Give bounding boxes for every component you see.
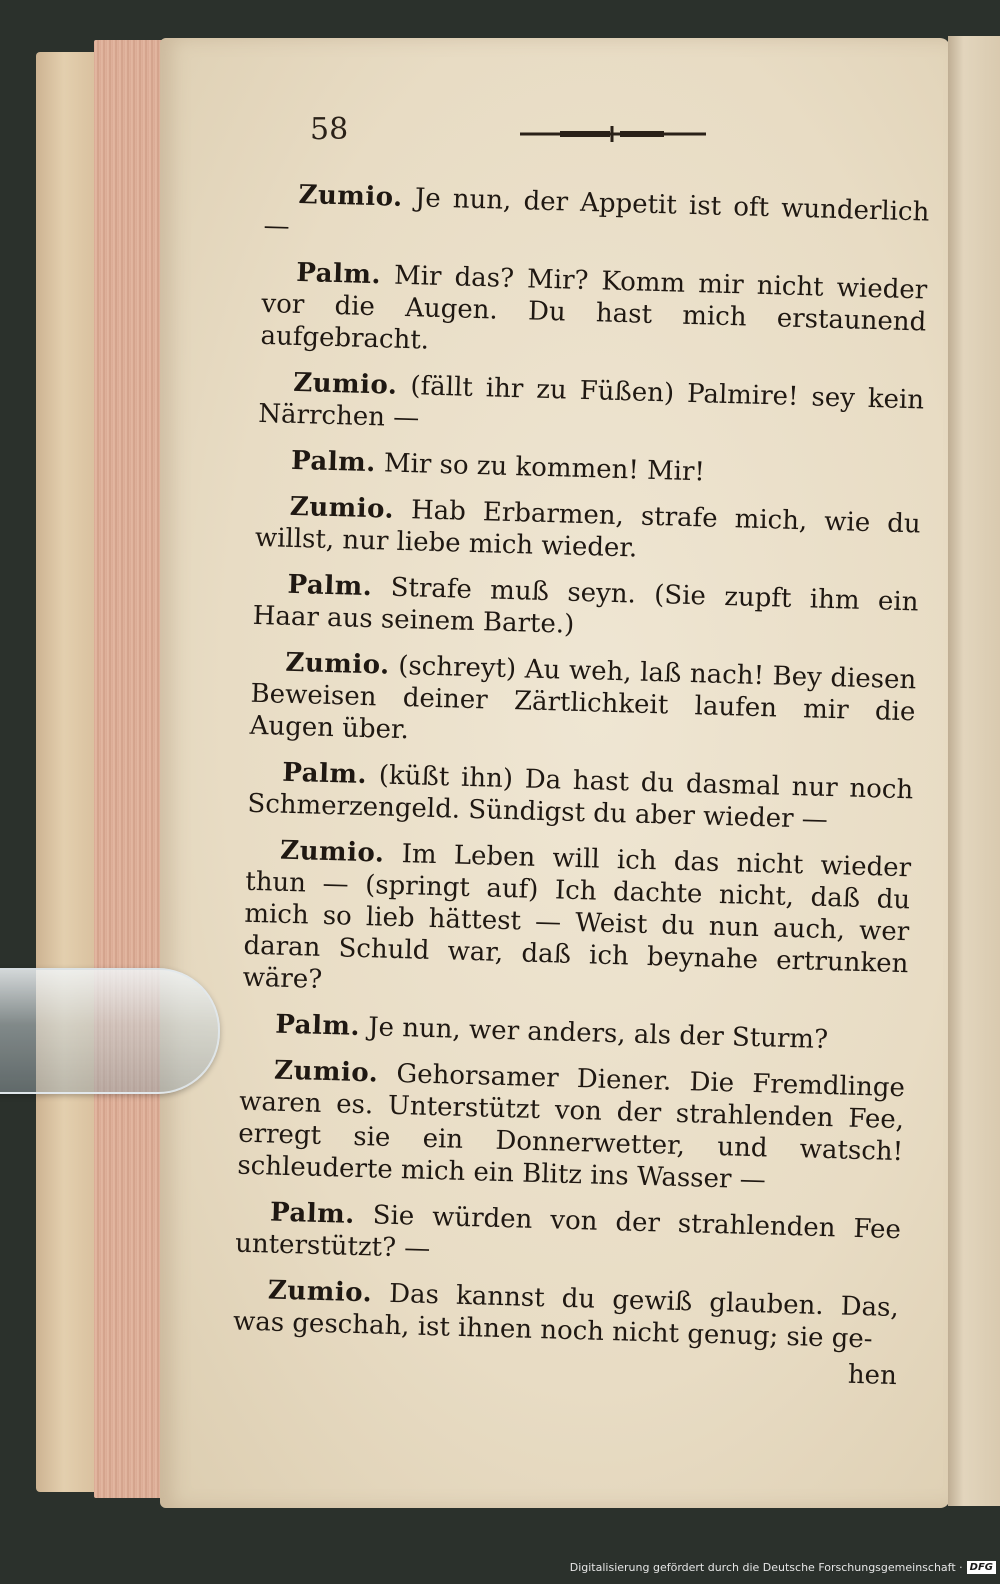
dialogue-paragraph xyxy=(255,490,922,573)
dialogue-paragraph xyxy=(241,1008,907,1059)
dialogue-paragraph xyxy=(258,366,925,449)
speaker-name: Palm. xyxy=(287,569,373,603)
dialogue-text: Strafe muß seyn. (Sie zupft ihm ein Haar aus seinem Barte.) xyxy=(252,572,919,640)
footer-credit xyxy=(0,1554,996,1580)
dialogue-text: Je nun, wer anders, als der Sturm? xyxy=(367,1012,829,1056)
dialogue-paragraph xyxy=(237,1054,905,1201)
page-number: 58 xyxy=(310,112,349,147)
dialogue-text: Im Leben will ich das nicht wieder thun — (springt auf) Ich dachte nicht, daß du mich so lieb hättest — Weist du nun auch, wer daran Schuld war, daß ich beynahe ertrunken wäre? xyxy=(242,839,912,995)
speaker-name: Palm. xyxy=(274,1009,361,1042)
speaker-name: Zumio. xyxy=(273,1055,379,1089)
dialogue-text: Das kannst du gewiß glauben. Das, was geschah, ist ihnen noch nicht genug; sie ge- xyxy=(232,1278,900,1355)
speaker-name: Zumio. xyxy=(285,647,391,681)
dfg-logo: DFG xyxy=(967,1561,996,1574)
dialogue-text: Sie würden von der strahlenden Fee unterstützt? — xyxy=(234,1200,902,1265)
speaker-name: Palm. xyxy=(281,757,368,791)
dialogue-paragraph xyxy=(260,256,927,371)
dialogue-text: (küßt ihn) Da hast du dasmal nur noch Schmerzengeld. Sündigst du aber wieder — xyxy=(247,760,914,835)
page-slider-handle[interactable] xyxy=(0,968,220,1094)
dialogue-text: (schreyt) Au weh, laß nach! Bey diesen Beweisen deiner Zärtlichkeit laufen mir die Augen über. xyxy=(249,650,917,746)
page-edge xyxy=(94,40,168,1498)
dialogue-text: (fällt ihr zu Füßen) Palmire! sey kein Närrchen — xyxy=(257,371,925,434)
speaker-name: Palm. xyxy=(290,445,377,479)
speaker-name: Zumio. xyxy=(298,179,404,213)
dialogue-paragraph xyxy=(235,1196,902,1279)
speaker-name: Zumio. xyxy=(289,491,395,525)
page-text xyxy=(232,178,930,1392)
divider-ornament-icon xyxy=(520,124,706,144)
dialogue-text: Hab Erbarmen, strafe mich, wie du willst, nur liebe mich wieder. xyxy=(254,495,922,564)
dialogue-paragraph xyxy=(257,444,923,495)
funding-credit-text: Digitalisierung gefördert durch die Deutsche Forschungsgemeinschaft · xyxy=(569,1560,963,1574)
catchword: hen xyxy=(847,1359,898,1392)
dialogue-paragraph xyxy=(252,568,919,651)
dialogue-paragraph xyxy=(247,756,914,839)
speaker-name: Zumio. xyxy=(279,835,385,869)
dialogue-text: Mir so zu kommen! Mir! xyxy=(383,448,706,488)
speaker-name: Palm. xyxy=(295,257,382,291)
speaker-name: Palm. xyxy=(269,1197,356,1230)
dialogue-text: Je nun, der Appetit ist oft wunderlich — xyxy=(263,183,930,242)
speaker-name: Zumio. xyxy=(292,367,398,401)
next-page-edge xyxy=(948,36,1000,1506)
speaker-name: Zumio. xyxy=(267,1275,373,1309)
dialogue-paragraph xyxy=(242,834,911,1013)
dialogue-text: Mir das? Mir? Komm mir nicht wieder vor die Augen. Du hast mich erstaunend aufgebracht. xyxy=(260,260,928,356)
dialogue-paragraph xyxy=(249,646,916,761)
dialogue-text: Gehorsamer Diener. Die Fremdlinge waren es. Unterstützt von der strahlenden Fee, erregt sie ein Donnerwetter, und watsch! schleuderte mich ein Blitz ins Wasser — xyxy=(236,1059,906,1196)
